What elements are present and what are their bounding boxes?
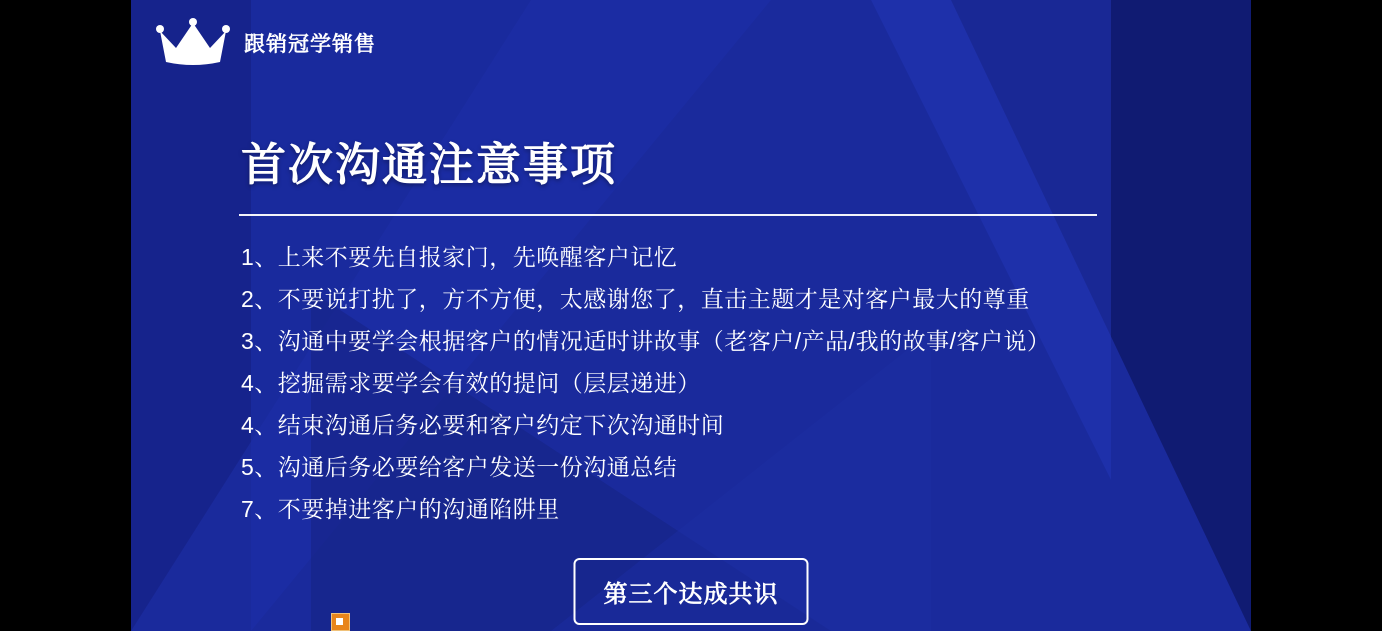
brand-lockup	[156, 18, 376, 68]
status-badge-icon	[331, 613, 350, 631]
crown-icon	[156, 18, 230, 68]
title-divider	[239, 214, 1097, 216]
points-list	[241, 236, 1201, 530]
presentation-slide	[131, 0, 1251, 631]
list-item: 3、沟通中要学会根据客户的情况适时讲故事（老客户/产品/我的故事/客户说）	[241, 328, 1051, 354]
slide-content	[131, 0, 1251, 631]
list-item: 4、挖掘需求要学会有效的提问（层层递进）	[241, 370, 701, 396]
page-title: 首次沟通注意事项	[241, 139, 618, 190]
brand-name: 跟销冠学销售	[244, 33, 376, 56]
list-item: 2、不要说打扰了，方不方便，太感谢您了，直击主题才是对客户最大的尊重	[241, 286, 1030, 312]
list-item: 4、结束沟通后务必要和客户约定下次沟通时间	[241, 412, 725, 438]
list-item: 1、上来不要先自报家门，先唤醒客户记忆	[241, 244, 678, 270]
list-item: 5、沟通后务必要给客户发送一份沟通总结	[241, 454, 678, 480]
cta-button[interactable]: 第三个达成共识	[574, 558, 809, 625]
list-item: 7、不要掉进客户的沟通陷阱里	[241, 496, 560, 522]
